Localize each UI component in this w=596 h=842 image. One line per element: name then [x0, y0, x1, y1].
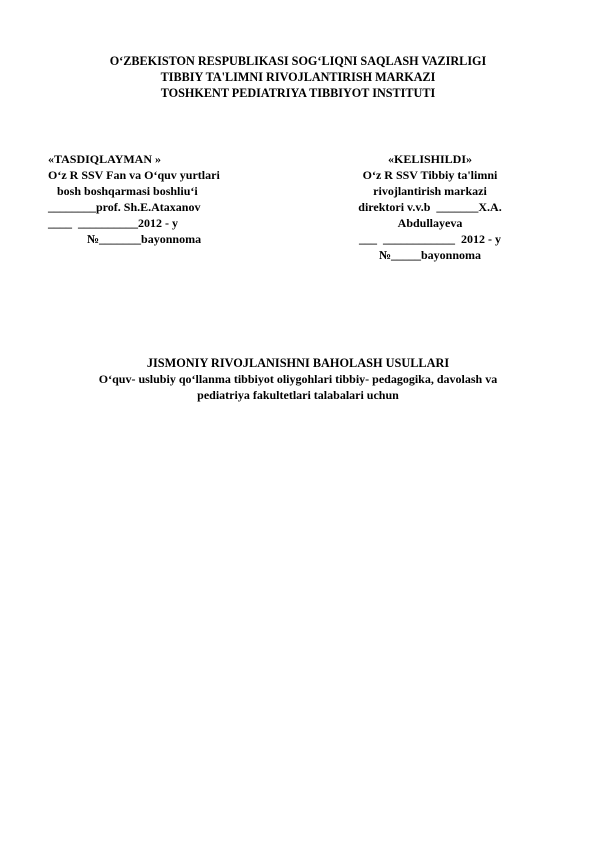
- document-subtitle-1: O‘quv- uslubiy qo‘llanma tibbiyot oliygohlari tibbiy- pedagogika, davolash va: [98, 372, 498, 386]
- agreement-signer-name: Abdullayeva: [397, 216, 463, 230]
- agreement-date: ___ ____________ 2012 - y: [359, 232, 501, 246]
- approval-protocol: №_______bayonnoma: [48, 232, 202, 246]
- agreement-line-1: O‘z R SSV Tibbiy ta'limni: [362, 168, 498, 182]
- center-name: TIBBIY TA'LIMNI RIVOJLANTIRISH MARKAZI: [160, 70, 436, 84]
- approval-line-2: bosh boshqarmasi boshliu‘i: [48, 184, 198, 198]
- ministry-header: [0, 53, 596, 101]
- agreement-protocol: №_____bayonnoma: [378, 248, 482, 262]
- approval-title: «TASDIQLAYMAN »: [48, 152, 162, 166]
- document-subtitle-2: pediatriya fakultetlari talabalari uchun: [197, 388, 399, 402]
- approval-date: ____ __________2012 - y: [48, 216, 178, 230]
- approval-signature: ________prof. Sh.E.Ataxanov: [48, 200, 201, 214]
- approval-block: [48, 151, 308, 247]
- agreement-title: «KELISHILDI»: [387, 152, 473, 166]
- institute-name: TOSHKENT PEDIATRIYA TIBBIYOT INSTITUTI: [160, 86, 436, 100]
- ministry-name: O‘ZBEKISTON RESPUBLIKASI SOG‘LIQNI SAQLASH VAZIRLIGI: [109, 54, 487, 68]
- agreement-signature: direktori v.v.b _______X.A.: [358, 200, 502, 214]
- agreement-block: [330, 151, 530, 263]
- agreement-line-2: rivojlantirish markazi: [373, 184, 487, 198]
- approval-line-1: O‘z R SSV Fan va O‘quv yurtlari: [48, 168, 220, 182]
- document-title-block: [0, 355, 596, 403]
- document-title: JISMONIY RIVOJLANISHNI BAHOLASH USULLARI: [146, 356, 450, 370]
